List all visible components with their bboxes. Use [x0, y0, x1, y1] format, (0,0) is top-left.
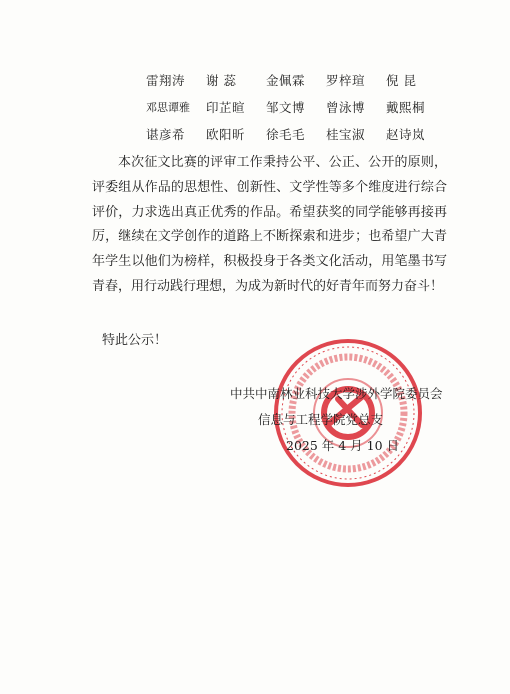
awardee-name: 欧阳昕: [206, 126, 246, 142]
name-row: [146, 120, 446, 147]
awardee-name: 桂宝淑: [326, 126, 366, 142]
signature-block: [230, 381, 443, 459]
awardee-name: 罗梓瑄: [326, 72, 366, 88]
awardee-name: 印芷暄: [206, 99, 246, 115]
awardee-name: 戴熙桐: [386, 99, 426, 115]
awardee-name: 邓思谭雅: [146, 100, 190, 114]
awardee-name: 雷翔涛: [146, 72, 186, 88]
issuing-sub-organization: 信息与工程学院党总支: [258, 412, 384, 427]
name-row: [146, 93, 446, 120]
awardee-name: 倪 昆: [386, 72, 417, 88]
awardee-name: 徐毛毛: [266, 126, 306, 142]
awardee-name: 谢 蕊: [206, 72, 237, 88]
awardee-name: 金佩霖: [266, 72, 306, 88]
body-paragraph: 本次征文比赛的评审工作秉持公平、公正、公开的原则，评委组从作品的思想性、创新性、文学性等多个维度进行综合评价，力求选出真正优秀的作品。希望获奖的同学能够再接再厉，继续在文学创作的道路上不断探索和进步；也希望广大青年学生以他们为榜样，积极投身于各类文化活动，用笔墨书写青春，用行动践行理想，为成为新时代的好青年而努力奋斗！: [92, 155, 447, 294]
announcement-body: [92, 151, 447, 300]
awardee-name: 谌彦希: [146, 126, 186, 142]
issuing-organization: 中共中南林业科技大学涉外学院委员会: [230, 386, 443, 401]
awardee-name: 曾泳博: [326, 99, 366, 115]
issue-date: 2025 年 4 月 10 日: [286, 438, 400, 453]
awardee-name: 邹文博: [266, 99, 306, 115]
award-name-list: [146, 66, 446, 147]
awardee-name: 赵诗岚: [386, 126, 426, 142]
name-row: [146, 66, 446, 93]
notice-line: 特此公示！: [102, 333, 168, 348]
